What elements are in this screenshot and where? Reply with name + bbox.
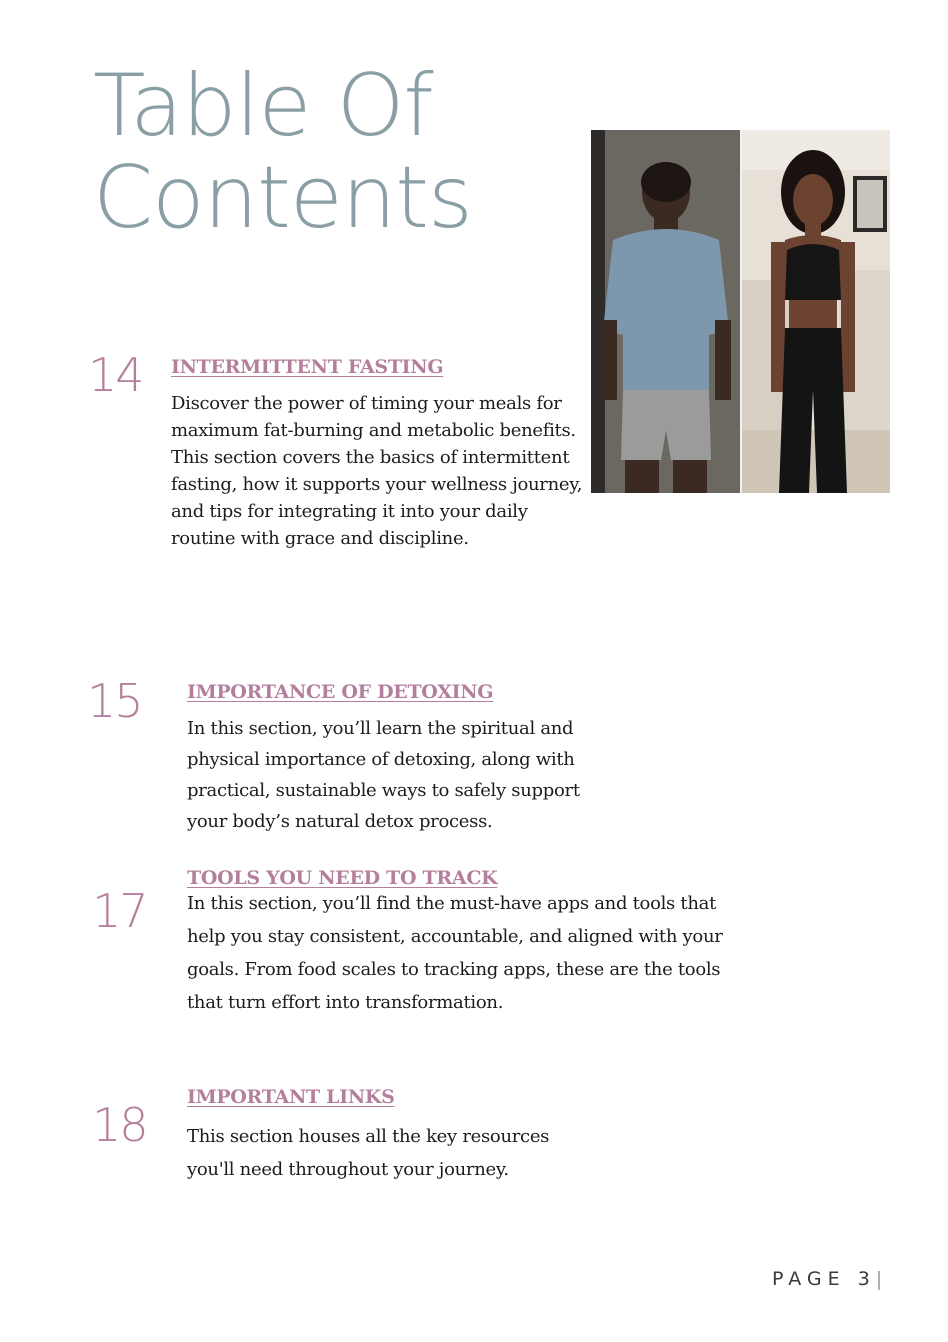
- entry-page-number: 14: [88, 348, 143, 402]
- title-line-1: Table Of: [93, 56, 433, 156]
- entry-link-importance-of-detoxing[interactable]: IMPORTANCE OF DETOXING: [187, 681, 494, 703]
- footer-bar: |: [875, 1268, 883, 1290]
- footer-page-label: PAGE: [772, 1268, 846, 1290]
- before-after-photo: [591, 130, 890, 493]
- entry-description: Discover the power of timing your meals for maximum fat-burning and metabolic benefits. This section covers the basics of intermittent fasting, how it supports your wellness journey, and tips for integrating it into your daily routine with grace and discipline.: [171, 393, 583, 549]
- entry-link-intermittent-fasting[interactable]: INTERMITTENT FASTING: [171, 356, 444, 378]
- entry-page-number: 18: [92, 1098, 147, 1152]
- entry-link-tools-you-need-to-track[interactable]: TOOLS YOU NEED TO TRACK: [187, 867, 498, 889]
- title-line-2: Contents: [93, 148, 472, 248]
- entry-description: This section houses all the key resources you'll need throughout your journey.: [187, 1126, 550, 1180]
- page-footer: [772, 1268, 882, 1290]
- footer-page-number: 3: [857, 1268, 876, 1290]
- entry-description: In this section, you’ll find the must-have apps and tools that help you stay consistent, accountable, and aligned with your goals. From food scales to tracking apps, these are the tools that turn effort into transformation.: [187, 893, 723, 1013]
- page-title: [93, 56, 472, 248]
- entry-description: In this section, you’ll learn the spiritual and physical importance of detoxing, along with practical, sustainable ways to safely support your body’s natural detox process.: [187, 718, 580, 832]
- entry-link-important-links[interactable]: IMPORTANT LINKS: [187, 1086, 395, 1108]
- entry-page-number: 17: [92, 884, 147, 938]
- entry-page-number: 15: [87, 674, 142, 728]
